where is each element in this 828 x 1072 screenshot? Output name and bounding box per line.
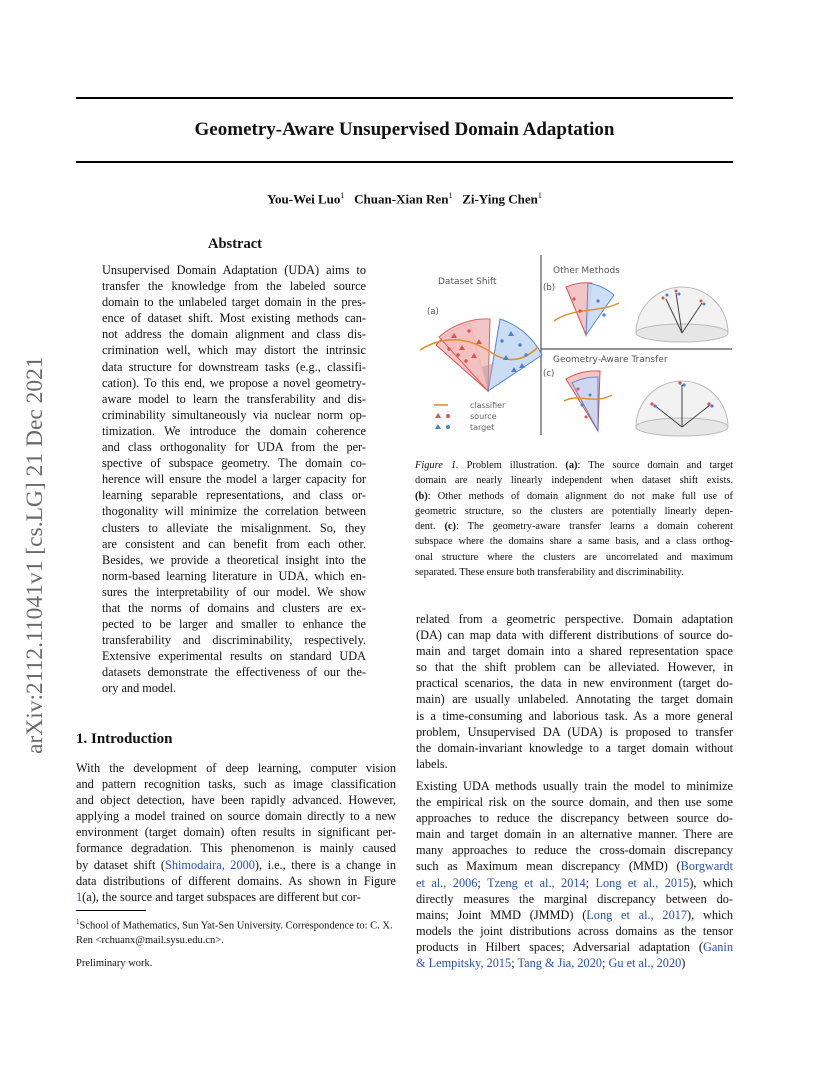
- abstract-line: herence will ensure the model a larger capacity for: [102, 472, 366, 487]
- abstract-line: domain to the unlabeled target domain in the pres-: [102, 295, 366, 310]
- abstract-line: transfer the knowledge from the labeled source: [102, 279, 366, 294]
- section-heading-introduction: 1. Introduction: [76, 731, 173, 747]
- footnote-text: School of Mathematics, Sun Yat-Sen University. Correspondence to: C. X. Ren <rchuanx@mail.sysu.edu.cn>.: [76, 920, 393, 946]
- caption-line: subspace where the domains share a same basis, and a class orthog-: [415, 536, 733, 548]
- abstract-line: ence of dataset shift. Most existing methods can-: [102, 311, 366, 326]
- abstract-heading: Abstract: [208, 236, 262, 252]
- abstract-line: aware model to learn the transferability and dis-: [102, 391, 366, 406]
- introduction-line: and object detection, have been rapidly advanced. However,: [76, 793, 396, 808]
- abstract-line: pected to be larger and smaller to enhance the: [102, 617, 366, 632]
- abstract-line: crimination well, which may distort the intrinsic: [102, 343, 366, 358]
- paper-title: Geometry-Aware Unsupervised Domain Adaptation: [194, 119, 615, 140]
- abstract-line: cation). To this end, we propose a novel geometry-: [102, 375, 366, 390]
- abstract-body: [102, 262, 366, 697]
- right-column-paragraph-1: [416, 611, 733, 772]
- label-other-methods: Other Methods: [553, 266, 620, 276]
- paragraph-line: problem, Unsupervised DA (UDA) is proposed to transfer: [416, 724, 733, 739]
- abstract-line: Unsupervised Domain Adaptation (UDA) aims to: [102, 263, 366, 277]
- paragraph-line: such as Maximum mean discrepancy (MMD) (Borgwardt: [416, 859, 733, 874]
- paragraph-line: practical scenarios, the data in new environment (target do-: [416, 676, 733, 691]
- abstract-line: clusters to alleviate the misalignment. So, they: [102, 520, 366, 535]
- paragraph-line: labels.: [416, 756, 448, 771]
- paragraph-line: & Lempitsky, 2015; Tang & Jia, 2020; Gu et al., 2020): [416, 956, 686, 971]
- figure-problem-illustration: [414, 255, 734, 445]
- abstract-line: Extensive experimental results on standard UDA: [102, 649, 366, 664]
- author-name: Zi-Ying Chen: [462, 191, 538, 207]
- abstract-line: not address the domain alignment and class dis-: [102, 327, 366, 342]
- citation-link[interactable]: Long et al., 2017: [586, 907, 688, 922]
- legend-target-triangle: [435, 424, 441, 429]
- caption-line: geometric structure, so the clusters are potentially linearly depen-: [415, 505, 733, 517]
- paragraph-line: (DA) can map data with different distributions of source do-: [416, 628, 733, 643]
- right-column-paragraph-2: [416, 778, 733, 971]
- caption-line: dent. (c): The geometry-aware transfer learns a domain coherent: [415, 521, 733, 533]
- paragraph-line: related from a geometric perspective. Domain adaptation: [416, 612, 733, 626]
- preliminary-note: Preliminary work.: [76, 958, 153, 969]
- introduction-body: [76, 760, 396, 905]
- introduction-line: and pattern recognition tasks, such as image classification: [76, 777, 396, 792]
- paragraph-line: main) are usually unlabeled. Annotating the target domain: [416, 692, 733, 707]
- citation-link[interactable]: 1: [76, 889, 83, 904]
- paragraph-line: products in Hilbert spaces; Adversarial adaptation (Ganin: [416, 939, 733, 954]
- citation-link[interactable]: Gu et al., 2020: [608, 956, 682, 971]
- citation-link[interactable]: Borgwardt: [680, 859, 733, 874]
- paragraph-line: models the joint distributions across domains as the tensor: [416, 923, 733, 938]
- abstract-line: learning separable representations, and class or-: [102, 488, 366, 503]
- caption-line: Figure 1. Problem illustration. (a): The source domain and target: [415, 460, 733, 471]
- caption-line: (b): Other methods of domain alignment do not make full use of: [415, 490, 733, 502]
- legend-target-dot: [446, 425, 450, 429]
- affiliation-mark: 1: [537, 191, 542, 200]
- paragraph-line: the empirical risk on the source domain, and then use some: [416, 795, 733, 810]
- author-name: Chuan-Xian Ren: [354, 191, 449, 207]
- arxiv-stamp: arXiv:2112.11041v1 [cs.LG] 21 Dec 2021: [22, 356, 48, 754]
- paragraph-line: many approaches to reduce the cross-domain discrepancy: [416, 843, 733, 858]
- footnote-rule: [76, 910, 146, 911]
- introduction-line: 1(a), the source and target subspaces are different but cor-: [76, 889, 361, 904]
- abstract-line: ory and model.: [102, 681, 177, 696]
- abstract-line: that the norms of domains and clusters are ex-: [102, 600, 366, 615]
- affiliation-mark: 1: [448, 191, 453, 200]
- abstract-line: datasets demonstrate the effectiveness of our the-: [102, 665, 366, 680]
- abstract-line: criminability simultaneously via nuclear norm op-: [102, 407, 366, 422]
- label-dataset-shift: Dataset Shift: [438, 277, 497, 287]
- introduction-line: by dataset shift (Shimodaira, 2000), i.e., there is a change in: [76, 857, 396, 872]
- citation-link[interactable]: Long et al., 2015: [595, 875, 690, 890]
- caption-line: separated. These ensure both transferability and discriminability.: [415, 567, 684, 579]
- paragraph-line: main and target domain in an alternative manner. There are: [416, 827, 733, 842]
- title-top-rule: [76, 97, 733, 99]
- citation-link[interactable]: & Lempitsky, 2015: [416, 956, 512, 971]
- abstract-line: are consistent and can benefit from each other.: [102, 536, 366, 551]
- label-geometry-transfer: Geometry-Aware Transfer: [553, 355, 668, 365]
- caption-line: domain are nearly linearly independent when dataset shift exists.: [415, 475, 733, 487]
- caption-line: onal structure where the clusters are uncorrelated and maximum: [415, 551, 733, 563]
- legend-source-dot: [446, 414, 450, 418]
- citation-link[interactable]: Tzeng et al., 2014: [487, 875, 586, 890]
- introduction-line: environment (target domain) often results in significant per-: [76, 825, 396, 840]
- paragraph-line: et al., 2006; Tzeng et al., 2014; Long et al., 2015), which: [416, 875, 734, 890]
- introduction-line: data distributions of different domains. As shown in Figure: [76, 873, 396, 888]
- introduction-line: applying a model trained on source domain directly to a new: [76, 809, 396, 824]
- footnote-mark: 1: [76, 918, 80, 926]
- legend-source: source: [470, 412, 497, 421]
- citation-link[interactable]: Tang & Jia, 2020: [517, 956, 602, 971]
- introduction-line: With the development of deep learning, computer vision: [76, 761, 396, 775]
- title-bottom-rule: [76, 161, 733, 163]
- abstract-line: and class orthogonality for UDA from the per-: [102, 440, 366, 455]
- paragraph-line: approaches to reduce the discrepancy between source do-: [416, 811, 733, 826]
- affiliation-mark: 1: [340, 191, 345, 200]
- author-list: [76, 191, 733, 207]
- panel-label-a: (a): [427, 307, 439, 317]
- abstract-line: sures the interpretability of our model. We show: [102, 584, 366, 599]
- legend-classifier: classifier: [470, 401, 506, 410]
- geometry-sector-inner: [572, 377, 598, 431]
- abstract-line: norm-based learning literature in UDA, which en-: [102, 568, 366, 583]
- panel-label-c: (c): [543, 369, 555, 379]
- abstract-line: spective of subspace geometry. The domain co-: [102, 456, 366, 471]
- paragraph-line: is a time-consuming and laborious task. As a more general: [416, 708, 733, 723]
- paragraph-line: directly measures the marginal discrepancy between do-: [416, 891, 733, 906]
- paragraph-line: mains; Joint MMD (JMMD) (Long et al., 2017), which: [416, 907, 733, 922]
- citation-link[interactable]: Ganin: [702, 939, 733, 954]
- author-name: You-Wei Luo: [267, 191, 341, 207]
- paragraph-line: main and target domain into a shared representation space: [416, 644, 733, 659]
- abstract-line: data structure for downstream tasks (e.g., classifi-: [102, 359, 366, 374]
- footnote: [76, 915, 396, 948]
- citation-link[interactable]: Shimodaira, 2000: [165, 857, 255, 872]
- legend-source-triangle: [435, 413, 441, 418]
- panel-label-b: (b): [543, 283, 556, 293]
- paragraph-line: Existing UDA methods usually train the model to minimize: [416, 779, 733, 793]
- legend-target: target: [470, 423, 495, 432]
- abstract-line: transferability and discriminability, respectively.: [102, 633, 366, 648]
- citation-link[interactable]: et al., 2006: [416, 875, 478, 890]
- paragraph-line: the domain-invariant knowledge to a target domain without: [416, 740, 733, 755]
- abstract-line: timization. We introduce the domain coherence: [102, 423, 366, 438]
- abstract-line: Besides, we provide a theoretical insight into the: [102, 552, 366, 567]
- introduction-line: formance degradation. This phenomenon is mainly caused: [76, 841, 396, 856]
- abstract-line: thogonality will minimize the correlation between: [102, 504, 366, 519]
- figure-caption: [415, 458, 733, 580]
- paragraph-line: so that the shift problem can be alleviated. However, in: [416, 660, 733, 675]
